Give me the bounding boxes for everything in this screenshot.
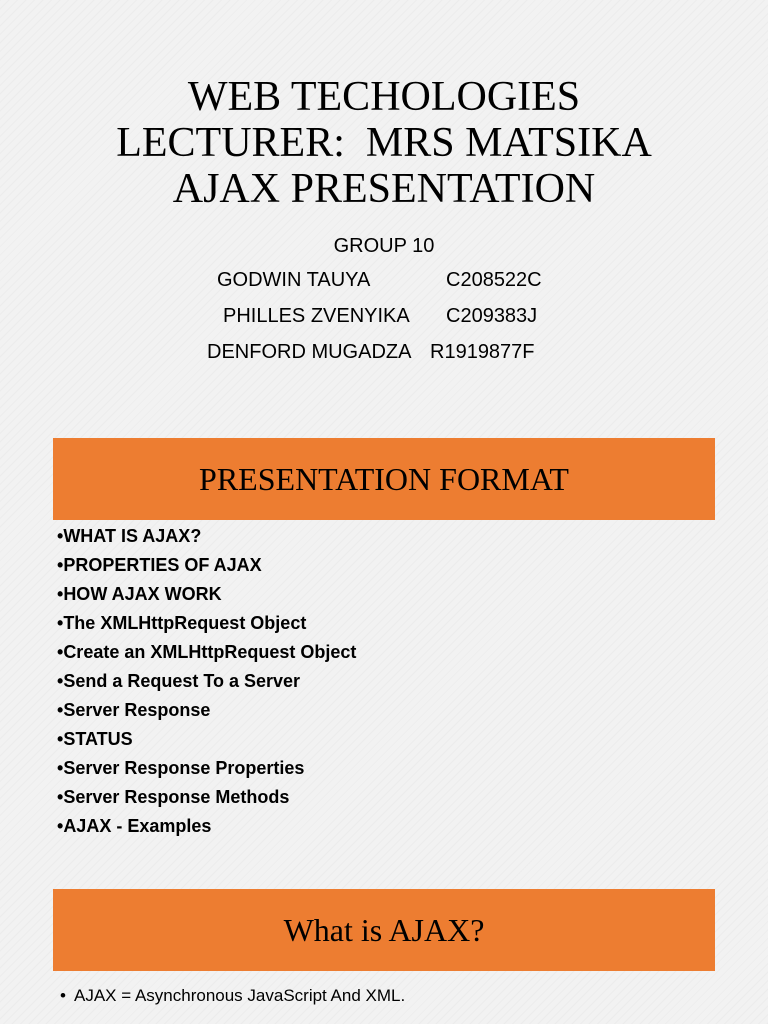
what-is-ajax-banner <box>53 889 715 971</box>
member-id: C208522C <box>446 269 542 291</box>
member-id: C209383J <box>446 305 538 327</box>
bullet: • <box>57 526 64 546</box>
list-item-label: STATUS <box>63 729 133 749</box>
list-item <box>57 783 356 812</box>
list-item <box>57 725 356 754</box>
slide-title <box>0 74 768 212</box>
bullet: • <box>57 787 64 807</box>
format-list <box>57 522 356 841</box>
member-name: GODWIN TAUYA <box>217 269 371 291</box>
list-item-label: PROPERTIES OF AJAX <box>63 555 262 575</box>
list-item-label: HOW AJAX WORK <box>63 584 222 604</box>
bullet: • <box>57 758 64 778</box>
list-item-label: AJAX - Examples <box>63 816 212 836</box>
bullet: • <box>57 555 64 575</box>
member-name: DENFORD MUGADZA <box>207 341 412 363</box>
bullet: • <box>57 642 64 662</box>
list-item <box>57 522 356 551</box>
list-item-label: Server Response Properties <box>63 758 305 778</box>
ajax-definition-text: AJAX = Asynchronous JavaScript And XML. <box>74 986 406 1005</box>
list-item <box>57 754 356 783</box>
list-item-label: The XMLHttpRequest Object <box>63 613 307 633</box>
list-item <box>57 696 356 725</box>
list-item-label: Server Response <box>63 700 211 720</box>
group-label: GROUP 10 <box>333 235 435 257</box>
presentation-format-heading: PRESENTATION FORMAT <box>199 460 569 497</box>
member-id: R1919877F <box>430 341 535 363</box>
bullet: • <box>60 986 66 1005</box>
member-name: PHILLES ZVENYIKA <box>223 305 410 327</box>
bullet: • <box>57 816 64 836</box>
bullet: • <box>57 729 64 749</box>
presentation-format-banner <box>53 438 715 520</box>
list-item <box>57 667 356 696</box>
title-slide <box>0 0 768 430</box>
list-item-label: Create an XMLHttpRequest Object <box>63 642 357 662</box>
bullet: • <box>57 584 64 604</box>
list-item <box>57 580 356 609</box>
title-line-course: WEB TECHOLOGIES <box>187 74 581 120</box>
list-item-label: Server Response Methods <box>63 787 290 807</box>
bullet: • <box>57 700 64 720</box>
list-item-label: Send a Request To a Server <box>63 671 301 691</box>
list-item <box>57 812 356 841</box>
what-is-ajax-heading: What is AJAX? <box>283 911 485 948</box>
list-item <box>57 638 356 667</box>
ajax-definition <box>60 984 405 1008</box>
title-line-topic: AJAX PRESENTATION <box>172 166 596 212</box>
bullet: • <box>57 671 64 691</box>
list-item-label: WHAT IS AJAX? <box>63 526 202 546</box>
list-item <box>57 551 356 580</box>
title-line-lecturer: LECTURER: MRS MATSIKA <box>116 120 652 166</box>
bullet: • <box>57 613 64 633</box>
list-item <box>57 609 356 638</box>
